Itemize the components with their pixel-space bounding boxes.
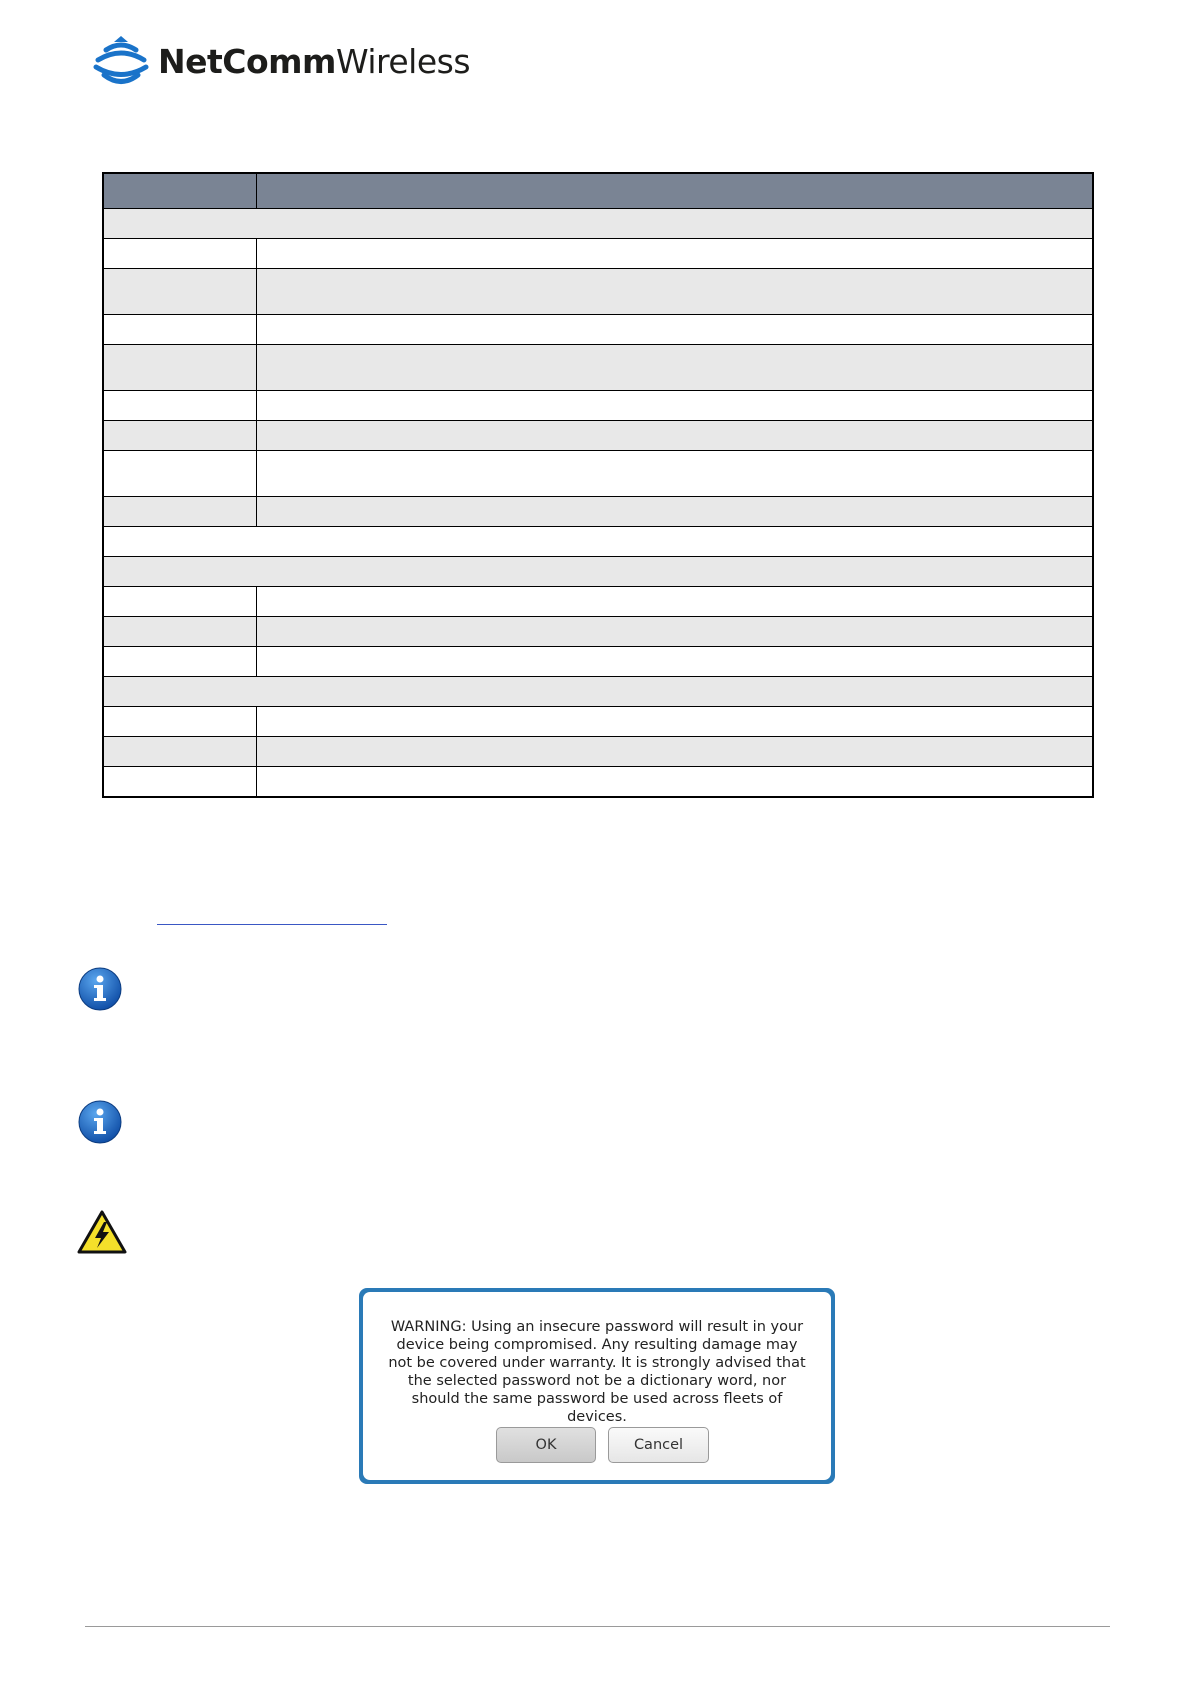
table-cell (103, 587, 257, 617)
table-row (103, 647, 1093, 677)
section-cell (103, 677, 1093, 707)
table-row (103, 239, 1093, 269)
table-row (103, 767, 1093, 798)
table-section-row (103, 527, 1093, 557)
table-cell (257, 421, 1094, 451)
table-row (103, 737, 1093, 767)
table-cell (103, 315, 257, 345)
section-cell (103, 527, 1093, 557)
hyperlink-underline[interactable] (157, 924, 387, 925)
wifi-signal-logo-icon (92, 34, 150, 88)
table-cell (103, 497, 257, 527)
table-row (103, 451, 1093, 497)
table-cell (257, 587, 1094, 617)
table-cell (103, 767, 257, 798)
table-section-row (103, 209, 1093, 239)
password-warning-dialog (359, 1288, 835, 1484)
table-cell (103, 239, 257, 269)
cancel-button[interactable]: Cancel (608, 1427, 709, 1463)
table-header-row (103, 173, 1093, 209)
table-cell (103, 737, 257, 767)
footer-divider (85, 1626, 1110, 1627)
table-cell (103, 617, 257, 647)
table-cell (257, 647, 1094, 677)
dialog-message: WARNING: Using an insecure password will result in your device being compromised. Any resulting damage may not be covered under warranty. It is strongly advised that the selected password not be a dictionary word, nor should the same password be used across fleets of devices. (388, 1319, 806, 1425)
warning-high-voltage-icon (77, 1210, 127, 1254)
table-cell (257, 315, 1094, 345)
table-cell (257, 269, 1094, 315)
logo-text-bold: NetComm (158, 41, 336, 81)
table-section-row (103, 677, 1093, 707)
logo-wordmark (158, 42, 470, 81)
table-row (103, 315, 1093, 345)
table-row (103, 707, 1093, 737)
table-header-cell (103, 173, 257, 209)
table-cell (103, 707, 257, 737)
section-cell (103, 209, 1093, 239)
table-cell (103, 391, 257, 421)
table-row (103, 421, 1093, 451)
table-row (103, 391, 1093, 421)
dialog-body (363, 1292, 831, 1480)
table-cell (257, 707, 1094, 737)
table-cell (103, 345, 257, 391)
table-row (103, 497, 1093, 527)
info-icon (78, 1100, 122, 1144)
section-cell (103, 557, 1093, 587)
table-cell (257, 391, 1094, 421)
table-cell (257, 345, 1094, 391)
logo-text-regular: Wireless (335, 41, 471, 81)
table-cell (257, 737, 1094, 767)
table-header-cell (257, 173, 1094, 209)
table-row (103, 587, 1093, 617)
table-cell (257, 239, 1094, 269)
table-row (103, 269, 1093, 315)
table-row (103, 617, 1093, 647)
table-row (103, 345, 1093, 391)
table-cell (103, 451, 257, 497)
table-cell (103, 647, 257, 677)
table-cell (257, 451, 1094, 497)
info-icon (78, 967, 122, 1011)
table-cell (257, 617, 1094, 647)
netcomm-logo (92, 34, 470, 88)
table-cell (257, 767, 1094, 798)
table-cell (103, 269, 257, 315)
table-cell (257, 497, 1094, 527)
table-section-row (103, 557, 1093, 587)
settings-table (102, 172, 1094, 798)
table-cell (103, 421, 257, 451)
ok-button[interactable]: OK (496, 1427, 596, 1463)
